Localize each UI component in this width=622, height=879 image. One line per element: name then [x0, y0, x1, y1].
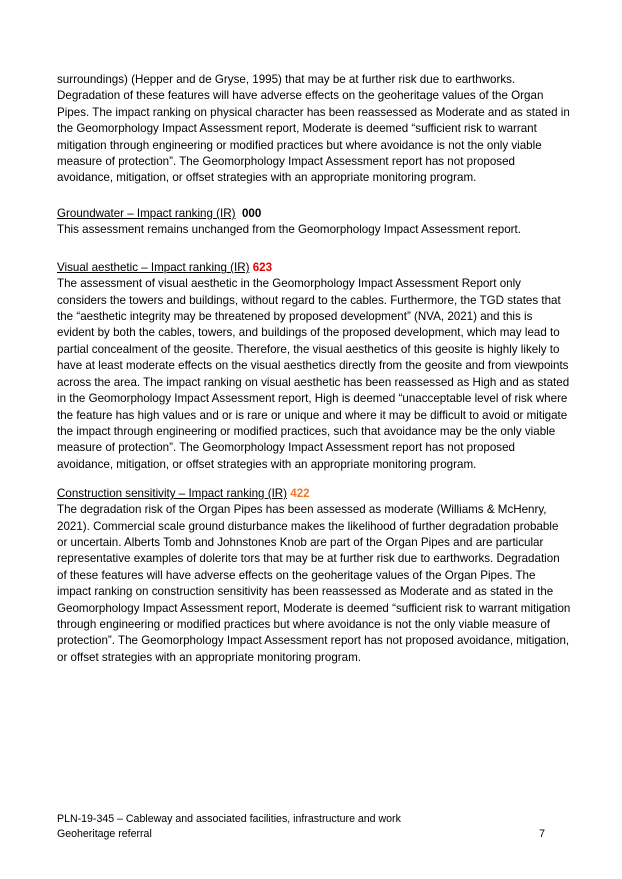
document-body: [57, 72, 571, 666]
heading-groundwater-label: Groundwater – Impact ranking (IR): [57, 206, 236, 220]
heading-visual-aesthetic-label: Visual aesthetic – Impact ranking (IR): [57, 261, 250, 275]
footer-document-title: PLN-19-345 – Cableway and associated facilities, infrastructure and work: [57, 813, 401, 825]
footer-document-subtitle: Geoheritage referral: [57, 828, 152, 841]
heading-visual-aesthetic: [57, 260, 571, 276]
paragraph-physical-character: surroundings) (Hepper and de Gryse, 1995) that may be at further risk due to earthworks. Degradation of these features will have adverse effects on the geoheritage values of the Organ Pipes. The impact ranking on physical character has been reassessed as Moderate and as stated in the Geomorphology Impact Assessment report, Moderate is deemed “sufficient risk to warrant mitigation through engineering or modified practices but where avoidance is not the only viable measure of protection”. The Geomorphology Impact Assessment report has not proposed avoidance, mitigation, or offset strategies with an appropriate monitoring program.: [57, 73, 570, 185]
heading-construction-sensitivity-label: Construction sensitivity – Impact ranking (IR): [57, 487, 288, 501]
impact-ranking-visual-aesthetic: 623: [252, 261, 273, 275]
paragraph-construction-sensitivity: The degradation risk of the Organ Pipes has been assessed as moderate (Williams & McHenry, 2021). Commercial scale ground disturbance makes the likelihood of further degradation probable or uncertain. Alberts Tomb and Johnstones Knob are part of the Organ Pipes and are particular representative examples of dolerite tors that may be at further risk due to earthworks. Degradation of these features will have adverse effects on the geoheritage values of the Organ Pipes. The impact ranking on construction sensitivity has been reassessed as Moderate and as stated in the Geomorphology Impact Assessment report, Moderate is deemed “sufficient risk to warrant mitigation through engineering or modified practices but where avoidance is not the only viable measure of protection”. The Geomorphology Impact Assessment report has not proposed avoidance, mitigation, or offset strategies with an appropriate monitoring program.: [57, 503, 571, 664]
page-number: 7: [539, 828, 545, 841]
impact-ranking-construction-sensitivity: 422: [290, 487, 310, 501]
impact-ranking-groundwater: 000: [241, 206, 262, 220]
paragraph-groundwater: This assessment remains unchanged from the Geomorphology Impact Assessment report.: [57, 222, 521, 236]
heading-groundwater: [57, 206, 571, 222]
page-footer: [57, 812, 571, 842]
heading-construction-sensitivity: [57, 486, 571, 502]
paragraph-visual-aesthetic: The assessment of visual aesthetic in the Geomorphology Impact Assessment Report only considers the towers and buildings, without regard to the cables. Furthermore, the TGD states that the “aesthetic integrity may be threatened by proposed development” (NVA, 2021) and this is evident by both the cables, towers, and buildings of the proposed development, which may lead to partial concealment of the geosite. Therefore, the visual aesthetics of this geosite is highly likely to have at least moderate effects on the visual aesthetics directly from the geosite and from viewpoints across the area. The impact ranking on visual aesthetic has been reassessed as High and as stated in the Geomorphology Impact Assessment report, High is deemed “unacceptable level of risk where the feature has high values and or is rare or unique and where it may be difficult to avoid or mitigate the impact through engineering or modified practices, such that avoidance may be the only viable measure of protection”. The Geomorphology Impact Assessment report has not proposed avoidance, mitigation, or offset strategies with an appropriate monitoring program.: [57, 277, 570, 471]
